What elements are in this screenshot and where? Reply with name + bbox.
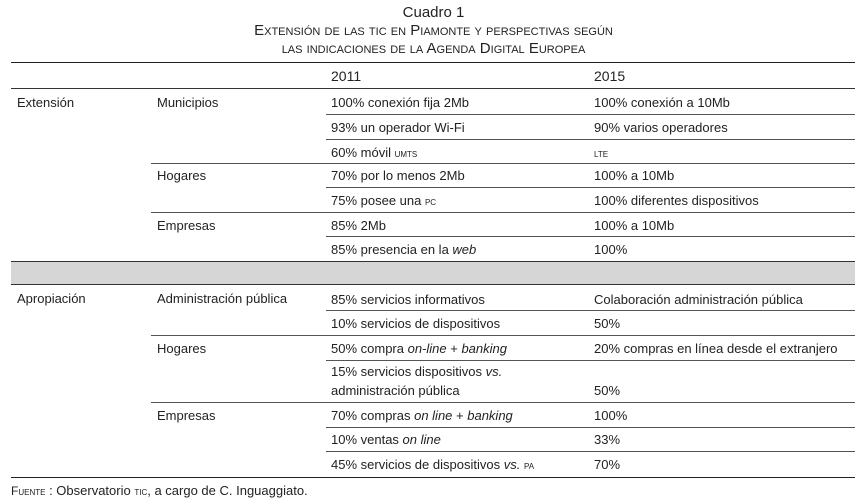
cell-2011: 10% ventas on line: [331, 432, 441, 447]
cell-2011: 60% móvil umts: [331, 145, 418, 160]
cell-2015: 70%: [594, 457, 621, 472]
table-number: Cuadro 1: [402, 4, 465, 21]
group-hogares-label: Hogares: [157, 168, 207, 183]
cell-2015: 50%: [594, 383, 621, 398]
header-2015: 2015: [594, 68, 626, 84]
bottom-rule: [11, 477, 855, 478]
section-extension-label: Extensión: [17, 95, 75, 110]
row-divider: [326, 360, 855, 361]
cell-2011: 75% posee una pc: [331, 193, 437, 208]
table-title-line2: las indicaciones de la Agenda Digital Europea: [281, 40, 586, 57]
cell-2011: 15% servicios dispositivos vs.: [331, 364, 503, 379]
group-divider: [151, 402, 855, 403]
cell-2015: 33%: [594, 432, 621, 447]
cell-2011: 85% presencia en la web: [331, 242, 477, 257]
cell-2015: 100%: [594, 408, 628, 423]
cell-2011: 50% compra on-line + banking: [331, 341, 507, 356]
group-empresas-label: Empresas: [157, 408, 216, 423]
band-bottom-rule: [11, 284, 855, 285]
row-divider: [326, 139, 855, 140]
row-divider: [326, 114, 855, 115]
cell-2015: Colaboración administración pública: [594, 292, 803, 307]
cell-2011: 70% por lo menos 2Mb: [331, 168, 465, 183]
row-divider: [326, 236, 855, 237]
cell-2015: 100% conexión a 10Mb: [594, 95, 730, 110]
cell-2011-continued: administración pública: [331, 383, 460, 398]
cell-2011: 70% compras on line + banking: [331, 408, 513, 423]
cell-2011: 93% un operador Wi-Fi: [331, 120, 465, 135]
group-municipios-label: Municipios: [157, 95, 219, 110]
cell-2015: 50%: [594, 316, 621, 331]
row-divider: [326, 427, 855, 428]
row-divider: [326, 187, 855, 188]
cell-2011: 85% 2Mb: [331, 218, 386, 233]
group-empresas-label: Empresas: [157, 218, 216, 233]
source-note: Fuente : Observatorio tic, a cargo de C. Inguaggiato.: [11, 483, 308, 498]
cell-2011: 45% servicios de dispositivos vs. pa: [331, 457, 535, 472]
group-divider: [151, 335, 855, 336]
row-divider: [326, 451, 855, 452]
cell-2015: 100%: [594, 242, 628, 257]
row-divider: [326, 310, 855, 311]
group-divider: [151, 212, 855, 213]
cell-2011: 100% conexión fija 2Mb: [331, 95, 470, 110]
group-divider: [151, 163, 855, 164]
table-title-line1: Extensión de las tic en Piamonte y perspectivas según: [254, 22, 613, 39]
header-rule: [11, 88, 855, 89]
cell-2015: 100% diferentes dispositivos: [594, 193, 759, 208]
cell-2015: 90% varios operadores: [594, 120, 728, 135]
cell-2015: 100% a 10Mb: [594, 218, 675, 233]
group-admin-label: Administración pública: [157, 291, 288, 306]
cell-2011: 10% servicios de dispositivos: [331, 316, 501, 331]
section-separator-band: [11, 262, 855, 284]
section-apropiacion-label: Apropiación: [17, 291, 86, 306]
group-hogares-label: Hogares: [157, 341, 207, 356]
top-rule: [11, 62, 855, 63]
cell-2015: 100% a 10Mb: [594, 168, 675, 183]
header-2011: 2011: [331, 68, 362, 84]
cell-2015: lte: [594, 146, 609, 160]
cell-2011: 85% servicios informativos: [331, 292, 485, 307]
cell-2015: 20% compras en línea desde el extranjero: [594, 341, 838, 356]
